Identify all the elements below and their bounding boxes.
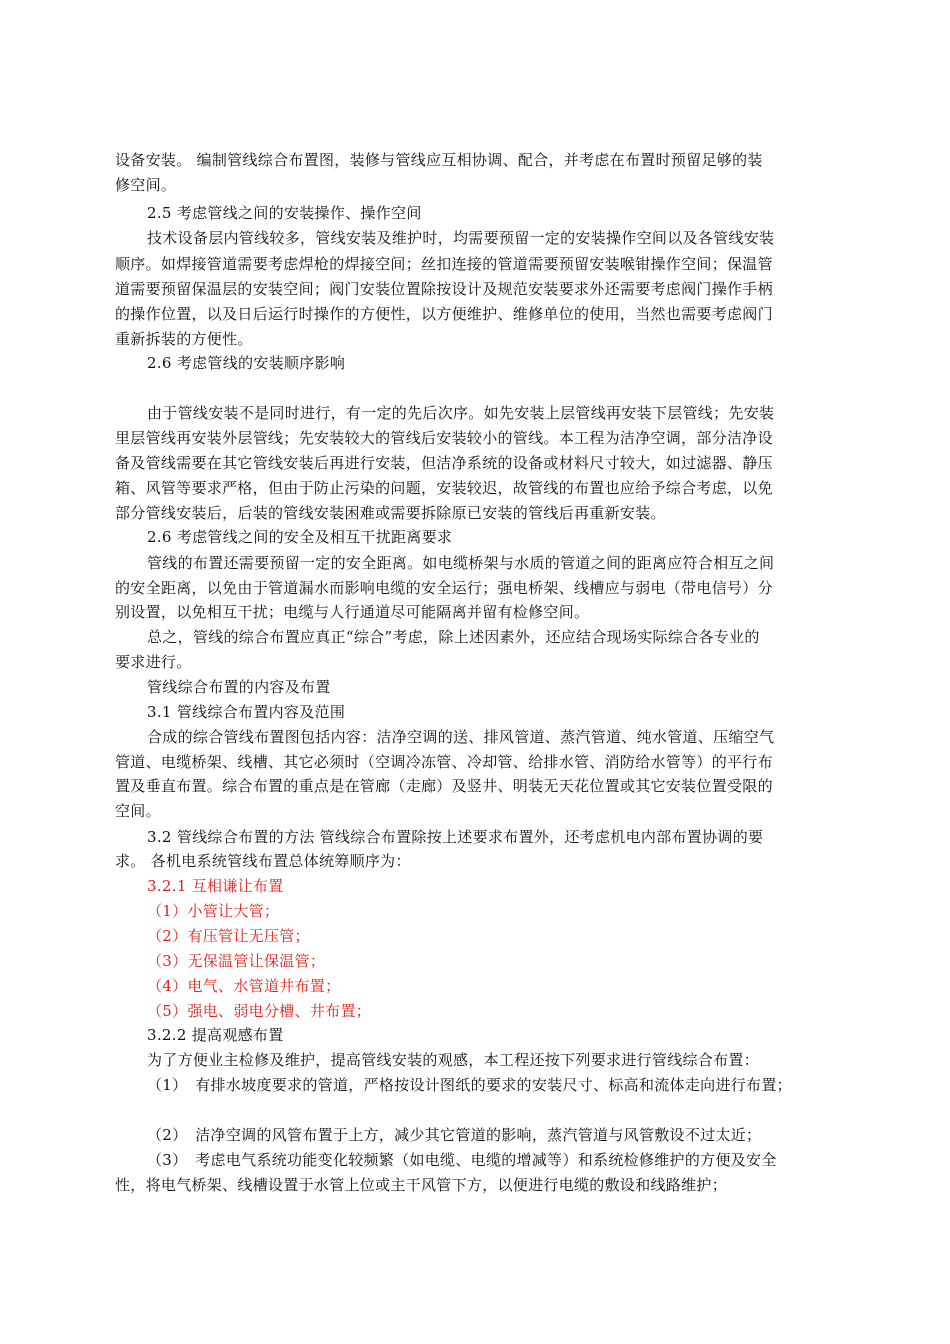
list-item: （1） 有排水坡度要求的管道，严格按设计图纸的要求的安装尺寸、标高和流体走向进行布置； <box>147 1076 792 1094</box>
section-heading: 3.2.2 提高观感布置 <box>147 1026 284 1044</box>
list-item: （2） 洁净空调的风管布置于上方，减少其它管道的影响，蒸汽管道与风管敷设不过太近； <box>147 1126 762 1144</box>
paragraph-line: 要求进行。 <box>115 653 192 671</box>
section-heading: 3.1 管线综合布置内容及范围 <box>147 703 346 721</box>
paragraph-line: 备及管线需要在其它管线安装后再进行安装，但洁净系统的设备或材料尺寸较大，如过滤器、静压 <box>115 454 773 472</box>
paragraph-line: 箱、风管等要求严格，但由于防止污染的问题，安装较迟，故管线的布置也应给予综合考虑，以免 <box>115 479 773 497</box>
paragraph-line: 总之，管线的综合布置应真正“综合”考虑，除上述因素外，还应结合现场实际综合各专业的 <box>147 628 760 646</box>
red-section-heading: 3.2.1 互相谦让布置 <box>147 877 284 895</box>
red-list-item: （2）有压管让无压管； <box>147 927 310 945</box>
paragraph-line: 技术设备层内管线较多，管线安装及维护时，均需要预留一定的安装操作空间以及各管线安装 <box>147 229 775 247</box>
red-list-item: （5）强电、弱电分槽、井布置； <box>147 1002 372 1020</box>
paragraph-line: 3.2 管线综合布置的方法 管线综合布置除按上述要求布置外，还考虑机电内部布置协调的要 <box>147 828 764 846</box>
paragraph-line: 由于管线安装不是同时进行，有一定的先后次序。如先安装上层管线再安装下层管线；先安装 <box>147 404 775 422</box>
section-heading: 管线综合布置的内容及布置 <box>147 678 331 696</box>
paragraph-line: 道需要预留保温层的安装空间；阀门安装位置除按设计及规范安装要求外还需要考虑阀门操作手柄 <box>115 280 773 298</box>
paragraph-line: 管道、电缆桥架、线槽、其它必须时（空调冷冻管、冷却管、给排水管、消防给水管等）的平行布 <box>115 753 773 771</box>
red-list-item: （3）无保温管让保温管； <box>147 952 326 970</box>
section-heading: 2.5 考虑管线之间的安装操作、操作空间 <box>147 204 422 222</box>
paragraph-line: 的操作位置，以及日后运行时操作的方便性，以方便维护、维修单位的使用，当然也需要考虑阀门 <box>115 305 773 323</box>
paragraph-line: 别设置，以免相互干扰；电缆与人行通道尽可能隔离并留有检修空间。 <box>115 603 590 621</box>
section-heading: 2.6 考虑管线的安装顺序影响 <box>147 354 346 372</box>
paragraph-line: 修空间。 <box>115 176 177 194</box>
paragraph-line: 合成的综合管线布置图包括内容：洁净空调的送、排风管道、蒸汽管道、纯水管道、压缩空气 <box>147 728 775 746</box>
paragraph-line: 置及垂直布置。综合布置的重点是在管廊（走廊）及竖井、明装无天花位置或其它安装位置受限的 <box>115 777 773 795</box>
paragraph-line: 求。 各机电系统管线布置总体统筹顺序为： <box>115 852 411 870</box>
paragraph-line: 空间。 <box>115 802 161 820</box>
red-list-item: （1）小管让大管； <box>147 902 280 920</box>
paragraph-line: 管线的布置还需要预留一定的安全距离。如电缆桥架与水质的管道之间的距离应符合相互之间 <box>147 554 775 572</box>
paragraph-line: 重新拆装的方便性。 <box>115 330 253 348</box>
paragraph-line: 为了方便业主检修及维护，提高管线安装的观感，本工程还按下列要求进行管线综合布置： <box>147 1051 760 1069</box>
red-list-item: （4）电气、水管道井布置； <box>147 977 341 995</box>
paragraph-line: 设备安装。 编制管线综合布置图，装修与管线应互相协调、配合，并考虑在布置时预留足够的装 <box>115 151 763 169</box>
section-heading: 2.6 考虑管线之间的安全及相互干扰距离要求 <box>147 528 453 546</box>
paragraph-line: 部分管线安装后，后装的管线安装困难或需要拆除原已安装的管线后再重新安装。 <box>115 504 666 522</box>
paragraph-line: 里层管线再安装外层管线；先安装较大的管线后安装较小的管线。本工程为洁净空调，部分洁净设 <box>115 429 773 447</box>
paragraph-line: 性，将电气桥架、线槽设置于水管上位或主干风管下方，以便进行电缆的敷设和线路维护； <box>115 1176 728 1194</box>
paragraph-line: 顺序。如焊接管道需要考虑焊枪的焊接空间；丝扣连接的管道需要预留安装喉钳操作空间；保温管 <box>115 255 773 273</box>
list-item: （3） 考虑电气系统功能变化较频繁（如电缆、电缆的增减等）和系统检修维护的方便及安全 <box>147 1151 777 1169</box>
paragraph-line: 的安全距离，以免由于管道漏水而影响电缆的安全运行；强电桥架、线槽应与弱电（带电信号）分 <box>115 579 773 597</box>
